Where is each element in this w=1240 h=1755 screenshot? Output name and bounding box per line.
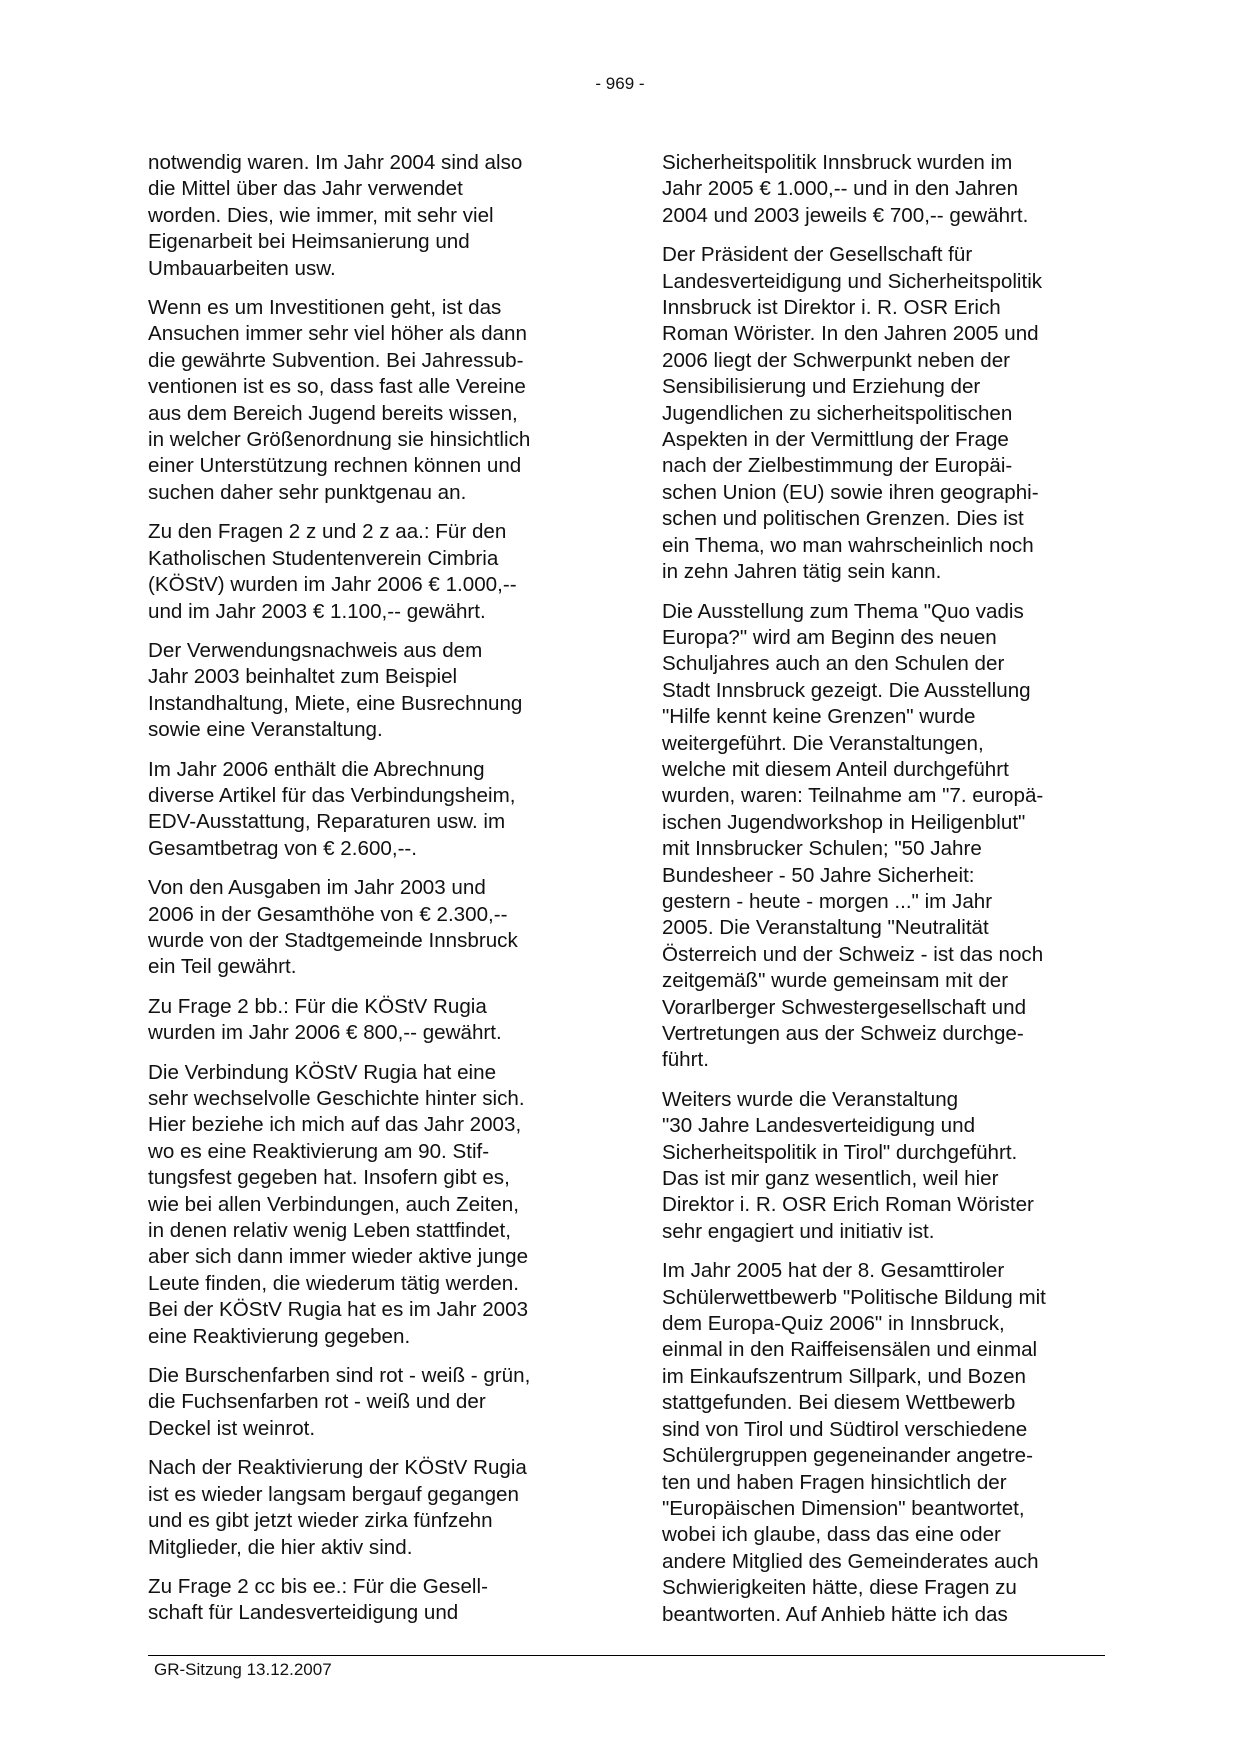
paragraph: Die Ausstellung zum Thema "Quo vadis Europa?" wird am Beginn des neuen Schuljahres auch an den Schulen der Stadt Innsbruck gezeigt. Die Ausstellung "Hilfe kennt keine Grenzen" wurde weitergeführt. Die Veranstaltungen, welche mit diesem Anteil durchgeführt wurden, waren: Teilnahme am "7. europä- ischen Jugendworkshop in Heiligenblut" mit Innsbrucker Schulen; "50 Jahre Bundesheer - 50 Jahre Sicherheit: gestern - heute - morgen ..." im Jahr 2005. Die Veranstaltung "Neutralität Österreich und der Schweiz - ist das noch zeitgemäß" wurde gemeinsam mit der Vorarlberger Schwestergesellschaft und Vertretungen aus der Schweiz durchge- führt. bbox=[662, 599, 1044, 1072]
footer-divider bbox=[148, 1655, 1105, 1656]
left-column bbox=[148, 150, 590, 1640]
paragraph: Im Jahr 2005 hat der 8. Gesamttiroler Schülerwettbewerb "Politische Bildung mit dem Europa-Quiz 2006" in Innsbruck, einmal in den Raiffeisensälen und einmal im Einkaufszentrum Sillpark, und Bozen stattgefunden. Bei diesem Wettbewerb sind von Tirol und Südtirol verschiedene Schülergruppen gegeneinander angetre- ten und haben Fragen hinsichtlich der "Europäischen Dimension" beantwortet, wobei ich glaube, dass das eine oder andere Mitglied des Gemeinderates auch Schwierigkeiten hätte, diese Fragen zu beantworten. Auf Anhieb hätte ich das bbox=[662, 1259, 1046, 1626]
paragraph: Sicherheitspolitik Innsbruck wurden im Jahr 2005 € 1.000,-- und in den Jahren 2004 und 2003 jeweils € 700,-- gewährt. bbox=[662, 151, 1029, 227]
paragraph: Der Verwendungsnachweis aus dem Jahr 2003 beinhaltet zum Beispiel Instandhaltung, Miete, eine Busrechnung sowie eine Veranstaltung. bbox=[148, 638, 523, 742]
paragraph: notwendig waren. Im Jahr 2004 sind also die Mittel über das Jahr verwendet worden. Dies, wie immer, mit sehr viel Eigenarbeit bei Heimsanierung und Umbauarbeiten usw. bbox=[148, 151, 523, 280]
paragraph: Die Burschenfarben sind rot - weiß - grün, die Fuchsenfarben rot - weiß und der Deckel ist weinrot. bbox=[148, 1364, 531, 1440]
paragraph: Weiters wurde die Veranstaltung "30 Jahre Landesverteidigung und Sicherheitspolitik in Tirol" durchgeführt. Das ist mir ganz wesentlich, weil hier Direktor i. R. OSR Erich Roman Wörister sehr engagiert und initiativ ist. bbox=[662, 1087, 1034, 1243]
paragraph: Von den Ausgaben im Jahr 2003 und 2006 in der Gesamthöhe von € 2.300,-- wurde von der Stadtgemeinde Innsbruck ein Teil gewährt. bbox=[148, 876, 518, 979]
paragraph: Zu Frage 2 bb.: Für die KÖStV Rugia wurden im Jahr 2006 € 800,-- gewährt. bbox=[148, 994, 502, 1045]
paragraph: Wenn es um Investitionen geht, ist das Ansuchen immer sehr viel höher als dann die gewährte Subvention. Bei Jahressub- ventionen ist es so, dass fast alle Vereine aus dem Bereich Jugend bereits wissen, in welcher Größenordnung sie hinsichtlich einer Unterstützung rechnen können und suchen daher sehr punktgenau an. bbox=[148, 296, 531, 504]
paragraph: Im Jahr 2006 enthält die Abrechnung diverse Artikel für das Verbindungsheim, EDV-Ausstattung, Reparaturen usw. im Gesamtbetrag von € 2.600,--. bbox=[148, 757, 516, 860]
paragraph: Der Präsident der Gesellschaft für Landesverteidigung und Sicherheitspolitik Innsbruck ist Direktor i. R. OSR Erich Roman Wörister. In den Jahren 2005 und 2006 liegt der Schwerpunkt neben der Sensibilisierung und Erziehung der Jugendlichen zu sicherheitspolitischen Aspekten in der Vermittlung der Frage nach der Zielbestimmung der Europäi- schen Union (EU) sowie ihren geographi- schen und politischen Grenzen. Dies ist ein Thema, wo man wahrscheinlich noch in zehn Jahren tätig sein kann. bbox=[662, 243, 1043, 584]
paragraph: Nach der Reaktivierung der KÖStV Rugia ist es wieder langsam bergauf gegangen und es gibt jetzt wieder zirka fünfzehn Mitglieder, die hier aktiv sind. bbox=[148, 1456, 527, 1559]
page-number: - 969 - bbox=[595, 74, 645, 93]
paragraph: Die Verbindung KÖStV Rugia hat eine sehr wechselvolle Geschichte hinter sich. Hier beziehe ich mich auf das Jahr 2003, wo es eine Reaktivierung am 90. Stif- tungsfest gegeben hat. Insofern gibt es, wie bei allen Verbindungen, auch Zeiten, in denen relativ wenig Leben stattfindet, aber sich dann immer wieder aktive junge Leute finden, die wiederum tätig werden. Bei der KÖStV Rugia hat es im Jahr 2003 eine Reaktivierung gegeben. bbox=[148, 1060, 529, 1348]
paragraph: Zu den Fragen 2 z und 2 z aa.: Für den Katholischen Studentenverein Cimbria (KÖStV) wurden im Jahr 2006 € 1.000,-- und im Jahr 2003 € 1.100,-- gewährt. bbox=[148, 520, 517, 623]
footer-session-date: GR-Sitzung 13.12.2007 bbox=[154, 1660, 332, 1679]
paragraph: Zu Frage 2 cc bis ee.: Für die Gesell- schaft für Landesverteidigung und bbox=[148, 1574, 488, 1625]
right-column bbox=[662, 150, 1104, 1641]
